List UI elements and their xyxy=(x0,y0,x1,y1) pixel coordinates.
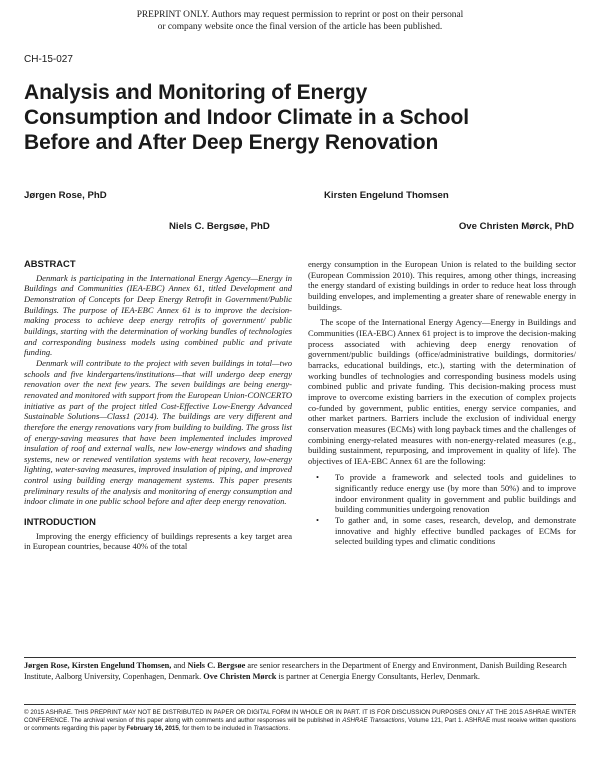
copyright-line-2b: , Volume 121, Part 1. ASHRAE must receive written questions or comments regarding this paper by xyxy=(24,717,576,732)
abstract-paragraph-2: Denmark will contribute to the project with seven buildings in total—two schools and five kindergartens/institutions—that will undergo deep energy renovation over the next few years. The seven buildings are being energy-renovated and monitored with support from the European Union-CONCERTO initiative as part of the project titled Cost-Effective Low-Energy Advanced Sustainable Solutions—Class1 (2014). The buildings are very different and therefore the energy renovations vary from building to building. The gross list of energy-saving measures that have been implemented includes improved insulation of roof and external walls, new low-energy windows and shading systems, new or renewed ventilation systems with heat recovery, low-energy lighting, water-saving measures, improved insulation of piping, and improved control using building energy management systems. This paper presents preliminary results of the analysis and monitoring of energy consumption and indoor climate in one public school before and after deep energy renovation. xyxy=(24,357,292,507)
preprint-notice-line-1: PREPRINT ONLY. Authors may request permission to reprint or post on their personal xyxy=(136,10,464,20)
footnote-name-3: Ove Christen Mørck xyxy=(203,671,277,681)
preprint-notice-line-2: or company website once the final version of the article has been published. xyxy=(157,22,443,32)
title-line-2: Consumption and Indoor Climate in a School xyxy=(24,106,469,129)
right-paragraph-2: The scope of the International Energy Agency—Energy in Buildings and Communities (IEA-EBC) Annex 61 project is to improve the decision-making process associated with achieving deep energy renovation of government/public buildings (office/administrative buildings, dormitories/ barracks, educational buildings, etc.), starting with the determination of working bundles of technologies and corresponding business models using combined public and private funding. This decision-making process must improve to overcome existing barriers in the execution of complex projects co-funded by government, public entities, energy service companies, and other market partners. Barriers include the exclusion of individual energy conservation measures (ECMs) with long payback times and the challenges of combining energy-related measures with non-energy-related measures (e.g., building sustainment, repurposing, and improvement in quality of life). The objectives of IEA-EBC Annex 61 are the following: xyxy=(308,317,576,466)
list-item xyxy=(308,472,576,515)
copyright-journal-2: Transactions xyxy=(253,725,289,732)
bullet-icon: • xyxy=(316,515,319,526)
paper-code: CH-15-027 xyxy=(24,54,73,65)
author-jorgen-rose: Jørgen Rose, PhD xyxy=(24,190,107,201)
footnote-divider xyxy=(24,657,576,658)
copyright-end: . xyxy=(288,725,291,732)
objectives-list xyxy=(308,472,576,547)
left-column xyxy=(24,259,292,552)
copyright-line-2a: The archival version of this paper along with comments and author responses will be published in xyxy=(69,717,343,724)
preprint-notice xyxy=(0,9,600,33)
right-column xyxy=(308,259,576,547)
author-kirsten-engelund-thomsen: Kirsten Engelund Thomsen xyxy=(324,190,449,201)
footnote-and: and xyxy=(171,661,188,670)
copyright-divider xyxy=(24,704,576,705)
title-line-1: Analysis and Monitoring of Energy xyxy=(24,81,368,104)
copyright-deadline: February 16, 2015 xyxy=(126,725,179,732)
objective-2: To gather and, in some cases, research, develop, and demonstrate innovative and highly effective bundled packages of ECMs for selected building types and climatic conditions xyxy=(335,515,576,547)
copyright-line-2c: , for them to be included in xyxy=(178,725,254,732)
objective-1: To provide a framework and selected tools and guidelines to significantly reduce energy use (by more than 50%) and to improve indoor environment quality in government and public buildings and building communities undergoing renovation xyxy=(335,472,576,515)
footnote-text-1: are senior researchers in the Department of Energy and Environment, Danish Building Research Institute, Aalborg University, Copenhagen, Denmark. xyxy=(24,661,567,681)
bullet-icon: • xyxy=(316,472,319,483)
copyright-line-1: © 2015 ASHRAE. THIS PREPRINT MAY NOT BE DISTRIBUTED IN PAPER OR DIGITAL FORM IN WHOLE OR IN PART. IT IS FOR DISCUSSION PURPOSES ONLY AT THE 2015 ASHRAE WINTER CONFERENCE. xyxy=(24,709,576,724)
list-item xyxy=(308,515,576,547)
paper-title xyxy=(24,80,584,155)
footnote-text-2: is partner at Cenergia Energy Consultants, Herlev, Denmark. xyxy=(276,671,480,681)
author-niels-bergsoe: Niels C. Bergsøe, PhD xyxy=(169,221,270,232)
abstract-paragraph-1: Denmark is participating in the International Energy Agency—Energy in Buildings and Communities (IEA-EBC) Annex 61, titled Development and Demonstration of Concepts for Deep Energy Retrofit in Government/Public Buildings. The purpose of IEA-EBC Annex 61 is to improve the decision-making process to achieve deep energy retrofits of government/ public buildings, starting with the determination of working bundles of technologies and corresponding business models using combined public and private funding. xyxy=(24,272,292,358)
right-paragraph-1: energy consumption in the European Union is related to the building sector (European Commission 2010). This requires, among other things, increasing the energy standard of existing buildings in order to reduce heat loss through building envelopes, and implementing a greater share of renewable energy in buildings. xyxy=(308,259,576,312)
author-affiliations-footnote xyxy=(24,661,576,682)
footnote-names-2: Niels C. Bergsøe xyxy=(187,661,246,670)
footnote-names-1: Jørgen Rose, Kirsten Engelund Thomsen, xyxy=(24,661,172,670)
title-line-3: Before and After Deep Energy Renovation xyxy=(24,131,439,154)
abstract-heading: ABSTRACT xyxy=(24,258,76,269)
author-ove-christen-morck: Ove Christen Mørck, PhD xyxy=(458,221,574,232)
copyright-notice xyxy=(24,709,576,733)
copyright-journal: ASHRAE Transactions xyxy=(342,717,405,724)
introduction-heading: INTRODUCTION xyxy=(24,516,96,528)
introduction-paragraph-1: Improving the energy efficiency of buildings represents a key target area in European countries, because 40% of the total xyxy=(24,530,292,552)
